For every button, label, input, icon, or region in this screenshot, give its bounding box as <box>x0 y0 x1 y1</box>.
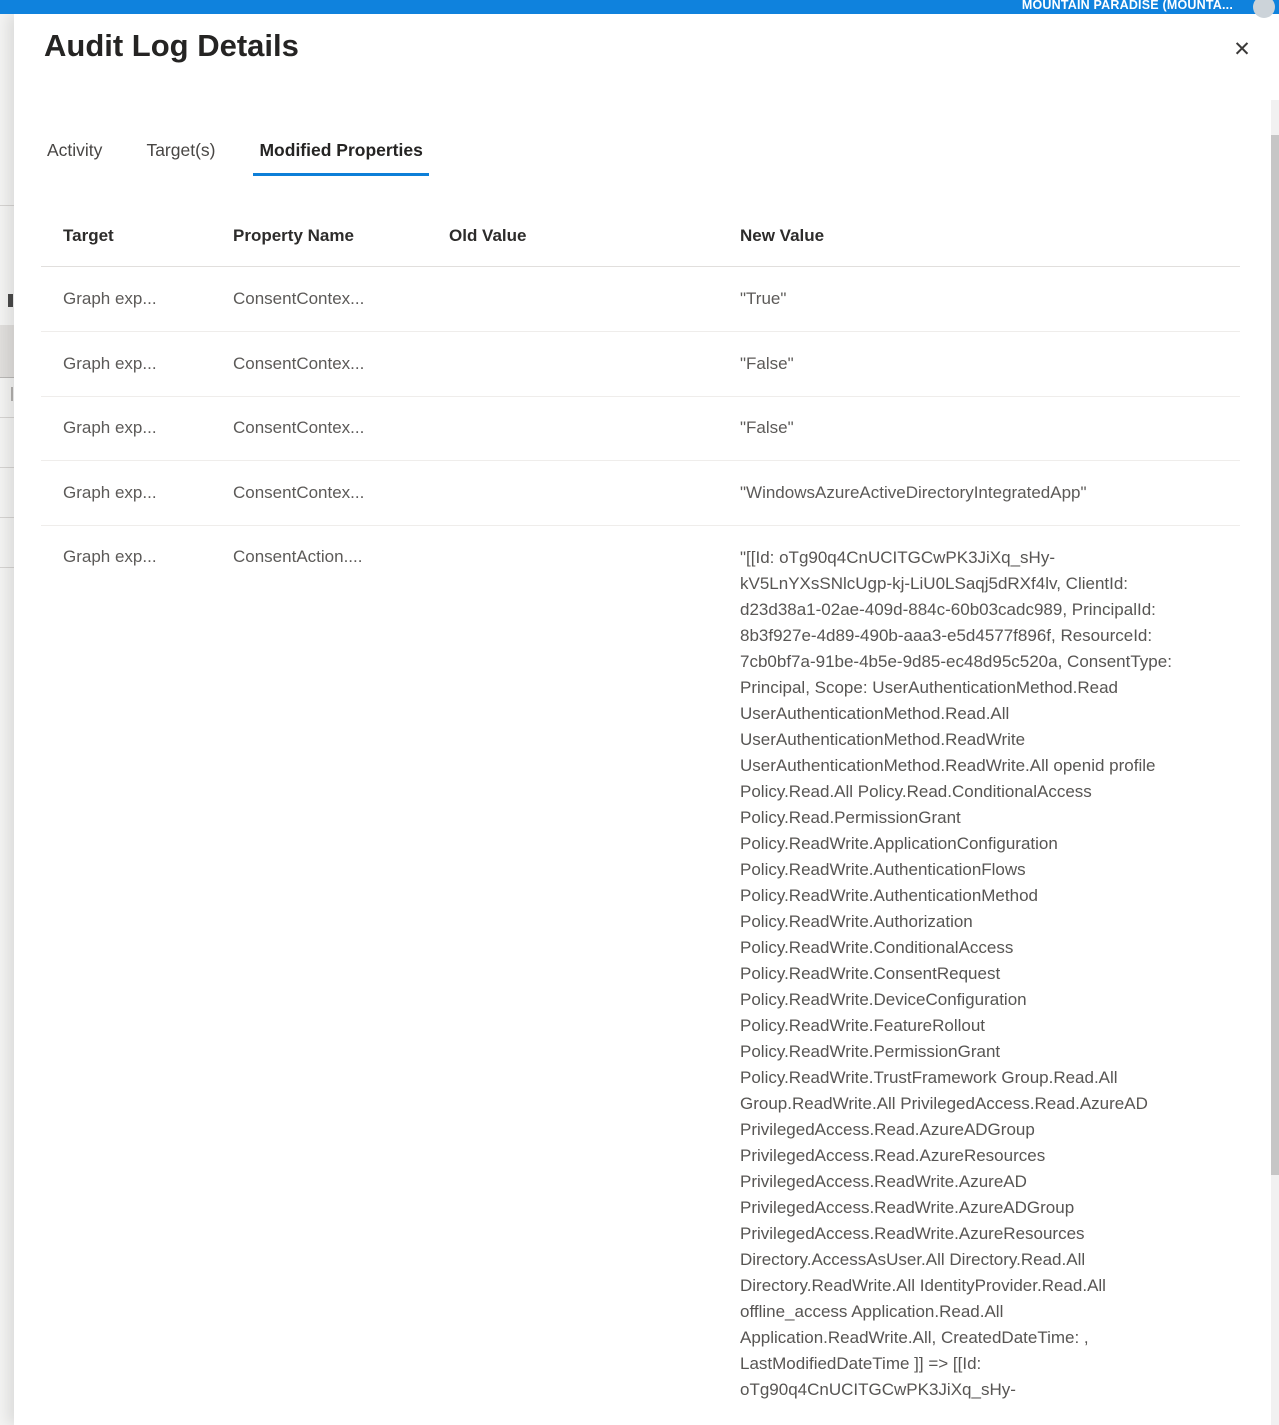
table-row-5-new-value: "[[Id: oTg90q4CnUCITGCwPK3JiXq_sHy-kV5LnYXsSNlcUgp-kj-LiU0LSaqj5dRXf4lv, ClientId: d23d38a1-02ae-409d-884c-60b03cadc989, PrincipalId: 8b3f927e-4d89-490b-aaa3-e5d4577f896f, ResourceId: 7cb0bf7a-91be-4b5e-9d85-ec48d95c520a, ConsentType: Principal, Scope: UserAuthenticationMethod.Read UserAuthenticationMethod.Read.All UserAuthenticationMethod.ReadWrite UserAuthenticationMethod.ReadWrite.All openid profile Policy.Read.All Policy.Read.ConditionalAccess Policy.Read.PermissionGrant Policy.ReadWrite.ApplicationConfiguration Policy.ReadWrite.AuthenticationFlows Policy.ReadWrite.AuthenticationMethod Policy.ReadWrite.Authorization Policy.ReadWrite.ConditionalAccess Policy.ReadWrite.ConsentRequest Policy.ReadWrite.DeviceConfiguration Policy.ReadWrite.FeatureRollout Policy.ReadWrite.PermissionGrant Policy.ReadWrite.TrustFramework Group.Read.All Group.ReadWrite.All PrivilegedAccess.Read.AzureAD PrivilegedAccess.Read.AzureADGroup PrivilegedAccess.Read.AzureResources PrivilegedAccess.ReadWrite.AzureAD PrivilegedAccess.ReadWrite.AzureADGroup PrivilegedAccess.ReadWrite.AzureResources Directory.AccessAsUser.All Directory.Read.All Directory.ReadWrite.All IdentityProvider.Read.All offline_access Application.Read.All Application.ReadWrite.All, CreatedDateTime: , LastModifiedDateTime ]] => [[Id: oTg90q4CnUCITGCwPK3JiXq_sHy- <box>740 548 1172 1399</box>
background-text-fragment <box>8 294 13 307</box>
row-divider <box>41 396 1240 397</box>
column-header-target: Target <box>63 226 114 245</box>
table-row-3-new-value: "False" <box>740 418 794 437</box>
table-row-1-property: ConsentContex... <box>233 289 365 308</box>
background-page-sliver <box>0 14 14 1425</box>
background-row-divider <box>0 205 14 206</box>
background-selected-row <box>0 325 14 378</box>
page-title: Audit Log Details <box>44 28 299 63</box>
tab-modified-properties[interactable]: Modified Properties <box>253 140 428 176</box>
row-divider <box>41 331 1240 332</box>
table-row-1-new-value: "True" <box>740 289 787 308</box>
table-row-4-new-value: "WindowsAzureActiveDirectoryIntegratedApp" <box>740 483 1087 502</box>
column-header-property-name: Property Name <box>233 226 354 245</box>
tab-activity[interactable]: Activity <box>47 140 103 160</box>
table-row-5-property: ConsentAction.... <box>233 547 363 566</box>
close-button[interactable] <box>1228 36 1256 64</box>
scrollbar-thumb[interactable] <box>1271 135 1279 1175</box>
background-row-divider <box>0 467 14 468</box>
tenant-name: MOUNTAIN PARADISE (MOUNTA... <box>1021 0 1233 12</box>
table-row-2-target: Graph exp... <box>63 354 157 373</box>
tab-bar <box>41 140 429 176</box>
audit-log-details-panel <box>14 14 1279 1425</box>
table-row-2-property: ConsentContex... <box>233 354 365 373</box>
table-row-4-property: ConsentContex... <box>233 483 365 502</box>
table-row-5-target: Graph exp... <box>63 547 157 566</box>
background-row-divider <box>0 567 14 568</box>
background-row-divider <box>0 517 14 518</box>
table-row-1-target: Graph exp... <box>63 289 157 308</box>
background-row-divider <box>0 417 14 418</box>
column-header-old-value: Old Value <box>449 226 527 245</box>
row-divider <box>41 525 1240 526</box>
table-row-3-property: ConsentContex... <box>233 418 365 437</box>
scrollbar-track[interactable] <box>1271 100 1279 1425</box>
column-header-new-value: New Value <box>740 226 825 245</box>
background-cell-edge <box>11 387 13 401</box>
tab-targets[interactable]: Target(s) <box>146 140 216 160</box>
table-row-3-target: Graph exp... <box>63 418 157 437</box>
topbar <box>0 0 1279 14</box>
table-row-2-new-value: "False" <box>740 354 794 373</box>
close-icon: ✕ <box>1233 38 1251 61</box>
row-divider <box>41 460 1240 461</box>
header-divider <box>41 266 1240 267</box>
table-row-4-target: Graph exp... <box>63 483 157 502</box>
